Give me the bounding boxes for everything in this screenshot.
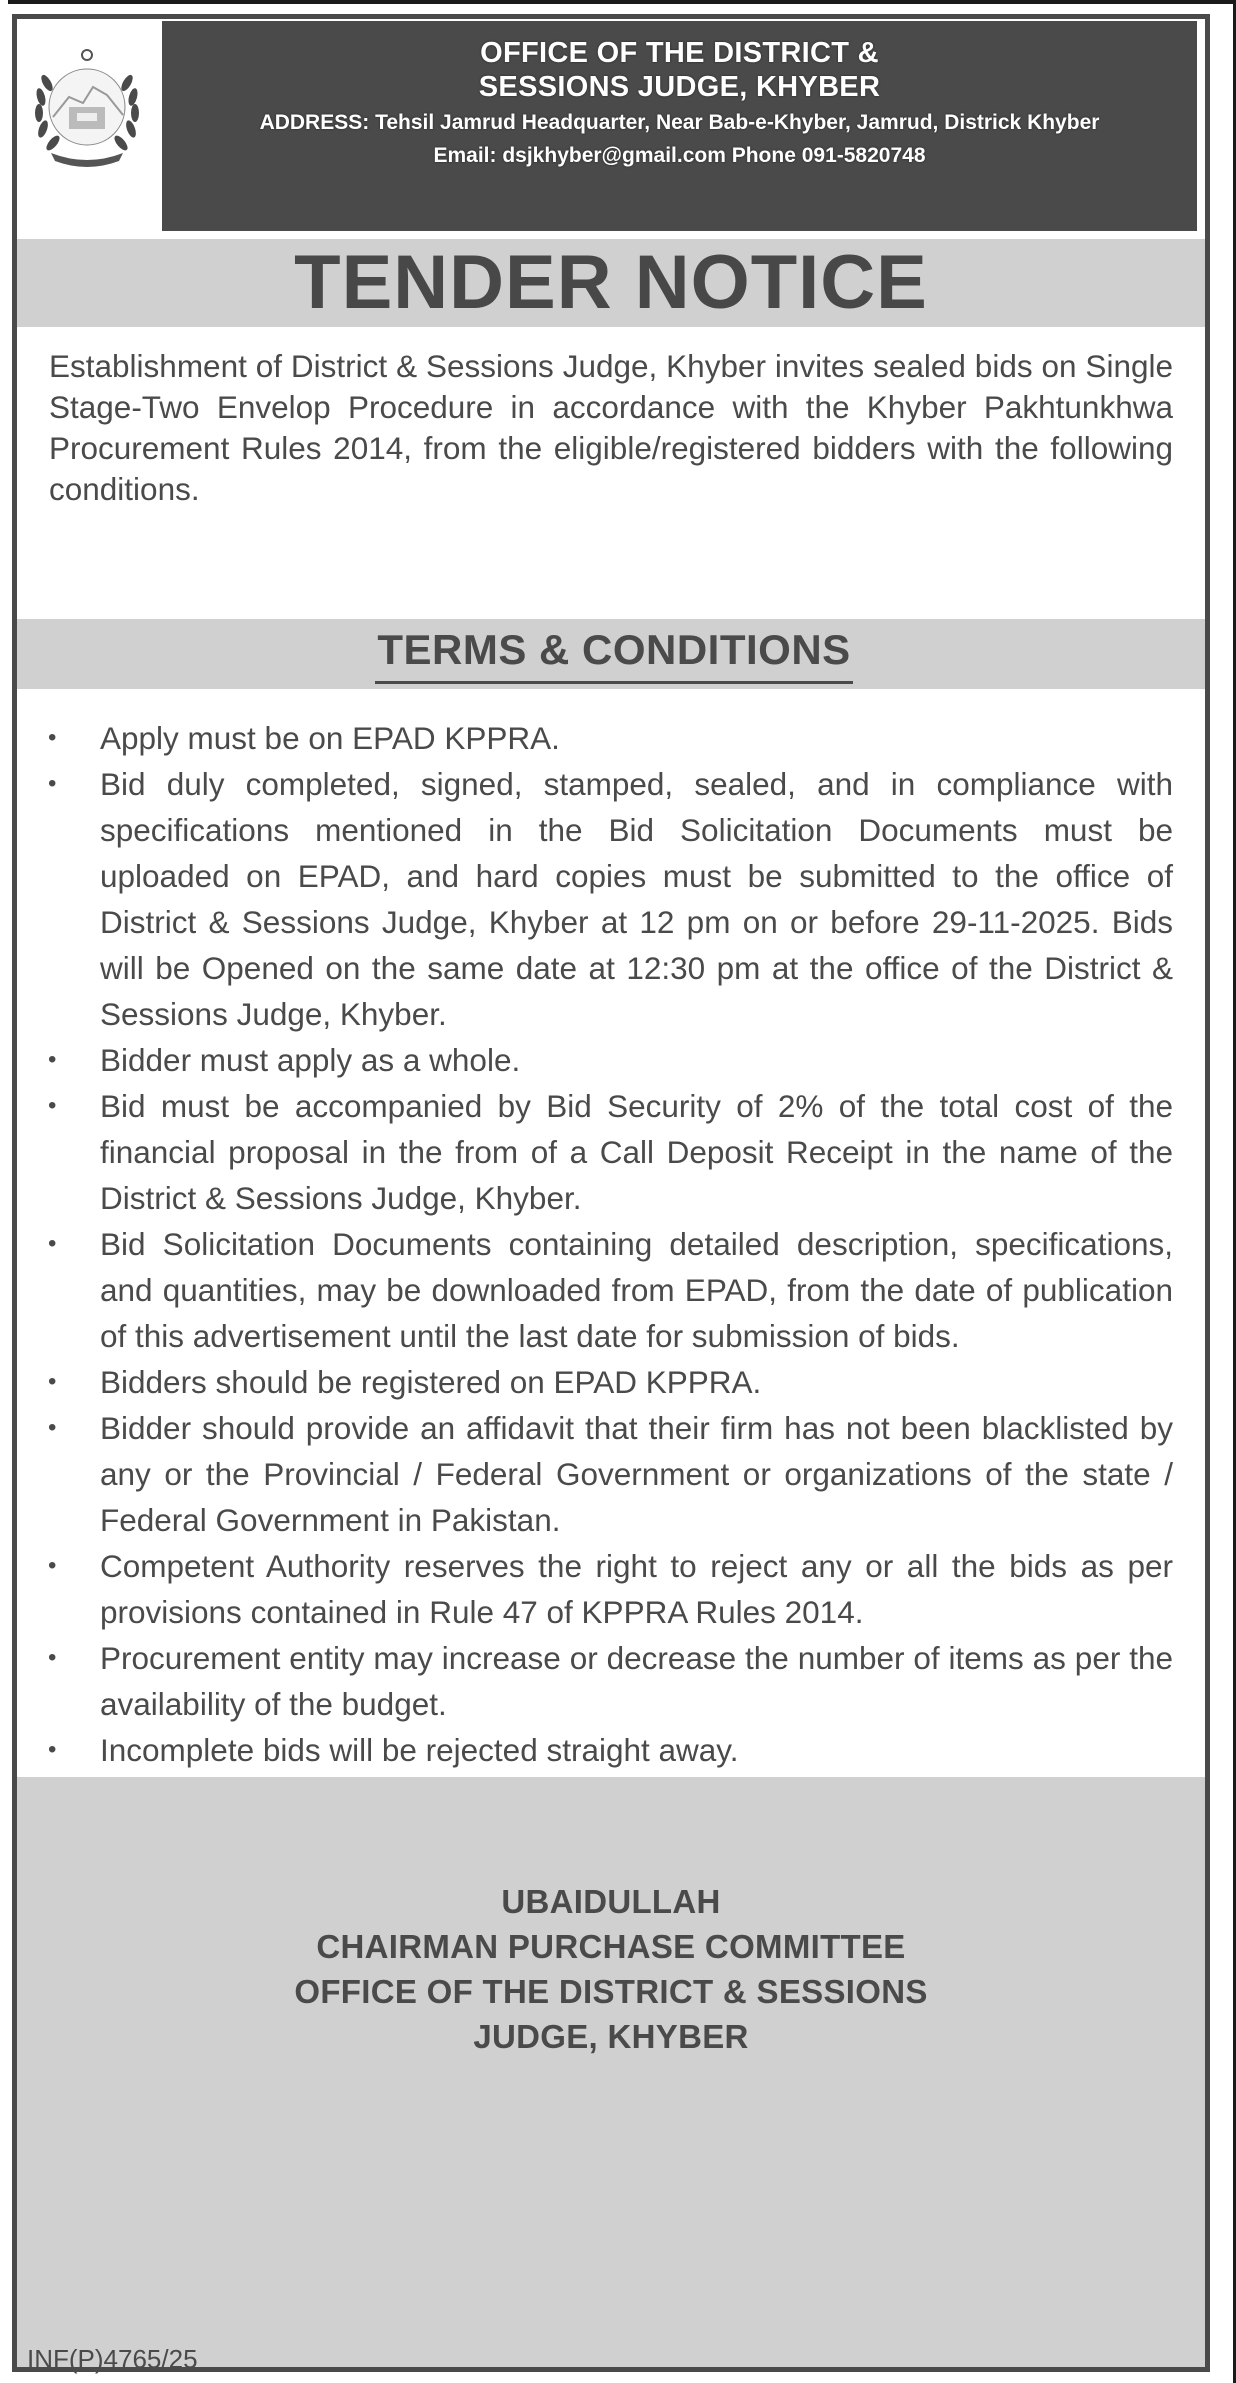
bullet-icon: • <box>48 724 57 751</box>
term-item <box>17 1727 1173 1773</box>
office-address: ADDRESS: Tehsil Jamrud Headquarter, Near Bab-e-Khyber, Jamrud, Districk Khyber <box>259 111 1100 134</box>
terms-heading: TERMS & CONDITIONS <box>375 619 852 684</box>
signatory-office-line-2: JUDGE, KHYBER <box>473 2018 749 2055</box>
bullet-icon: • <box>48 1230 57 1257</box>
tender-title-band <box>17 239 1205 327</box>
term-item <box>17 761 1173 1037</box>
logo-box <box>21 25 153 231</box>
letterhead-band <box>162 21 1197 231</box>
office-title-line-1: OFFICE OF THE DISTRICT & <box>480 37 879 69</box>
term-text: Bidder must apply as a whole. <box>100 1042 521 1078</box>
term-item <box>17 1543 1173 1635</box>
notice-frame <box>12 14 1210 2372</box>
office-contact: Email: dsjkhyber@gmail.com Phone 091-5820748 <box>433 144 926 167</box>
bullet-icon: • <box>48 1046 57 1073</box>
signature-band <box>17 1777 1205 2367</box>
signatory-name: UBAIDULLAH <box>501 1883 721 1920</box>
bullet-icon: • <box>48 1552 57 1579</box>
bullet-icon: • <box>48 770 57 797</box>
term-item <box>17 1359 1173 1405</box>
bullet-icon: • <box>48 1092 57 1119</box>
terms-list <box>17 695 1205 1773</box>
signatory-designation: CHAIRMAN PURCHASE COMMITTEE <box>316 1928 906 1965</box>
bullet-icon: • <box>48 1414 57 1441</box>
term-item <box>17 1083 1173 1221</box>
term-text: Bidder should provide an affidavit that their firm has not been blacklisted by any or the Provincial / Federal Government or organizations of the state / Federal Government in Pakistan. <box>100 1410 1173 1538</box>
district-emblem-icon <box>27 45 147 175</box>
term-text: Bid must be accompanied by Bid Security of 2% of the total cost of the financial proposal in the from of a Call Deposit Receipt in the name of the District & Sessions Judge, Khyber. <box>100 1088 1173 1216</box>
letterhead <box>17 19 1205 237</box>
term-text: Procurement entity may increase or decrease the number of items as per the availability of the budget. <box>100 1640 1173 1722</box>
terms-list-section <box>17 695 1205 1772</box>
term-text: Apply must be on EPAD KPPRA. <box>100 720 560 756</box>
bullet-icon: • <box>48 1644 57 1671</box>
reference-number: INF(P)4765/25 <box>27 2344 198 2374</box>
terms-heading-band <box>17 619 1205 689</box>
term-text: Competent Authority reserves the right to reject any or all the bids as per provisions contained in Rule 47 of KPPRA Rules 2014. <box>100 1548 1173 1630</box>
term-text: Bid Solicitation Documents containing detailed description, specifications, and quantities, may be downloaded from EPAD, from the date of publication of this advertisement until the last date for submission of bids. <box>100 1226 1173 1354</box>
intro-section <box>17 332 1205 542</box>
signature-block <box>17 1879 1205 2059</box>
term-item <box>17 715 1173 761</box>
office-title-line-2: SESSIONS JUDGE, KHYBER <box>478 71 881 103</box>
bullet-icon: • <box>48 1736 57 1763</box>
term-item <box>17 1037 1173 1083</box>
signatory-office-line-1: OFFICE OF THE DISTRICT & SESSIONS <box>294 1973 928 2010</box>
term-text: Bid duly completed, signed, stamped, sealed, and in compliance with specifications mentioned in the Bid Solicitation Documents must be uploaded on EPAD, and hard copies must be submitted to the office of District & Sessions Judge, Khyber at 12 pm on or before 29-11-2025. Bids will be Opened on the same date at 12:30 pm at the office of the District & Sessions Judge, Khyber. <box>100 766 1173 1032</box>
term-item <box>17 1405 1173 1543</box>
tender-notice-title: TENDER NOTICE <box>294 240 928 325</box>
term-text: Incomplete bids will be rejected straight away. <box>100 1732 739 1768</box>
term-text: Bidders should be registered on EPAD KPPRA. <box>100 1364 762 1400</box>
intro-paragraph: Establishment of District & Sessions Judge, Khyber invites sealed bids on Single Stage-Two Envelop Procedure in accordance with the Khyber Pakhtunkhwa Procurement Rules 2014, from the eligible/registered bidders with the following conditions. <box>49 348 1173 507</box>
term-item <box>17 1221 1173 1359</box>
term-item <box>17 1635 1173 1727</box>
top-rule <box>8 0 1236 4</box>
bullet-icon: • <box>48 1368 57 1395</box>
